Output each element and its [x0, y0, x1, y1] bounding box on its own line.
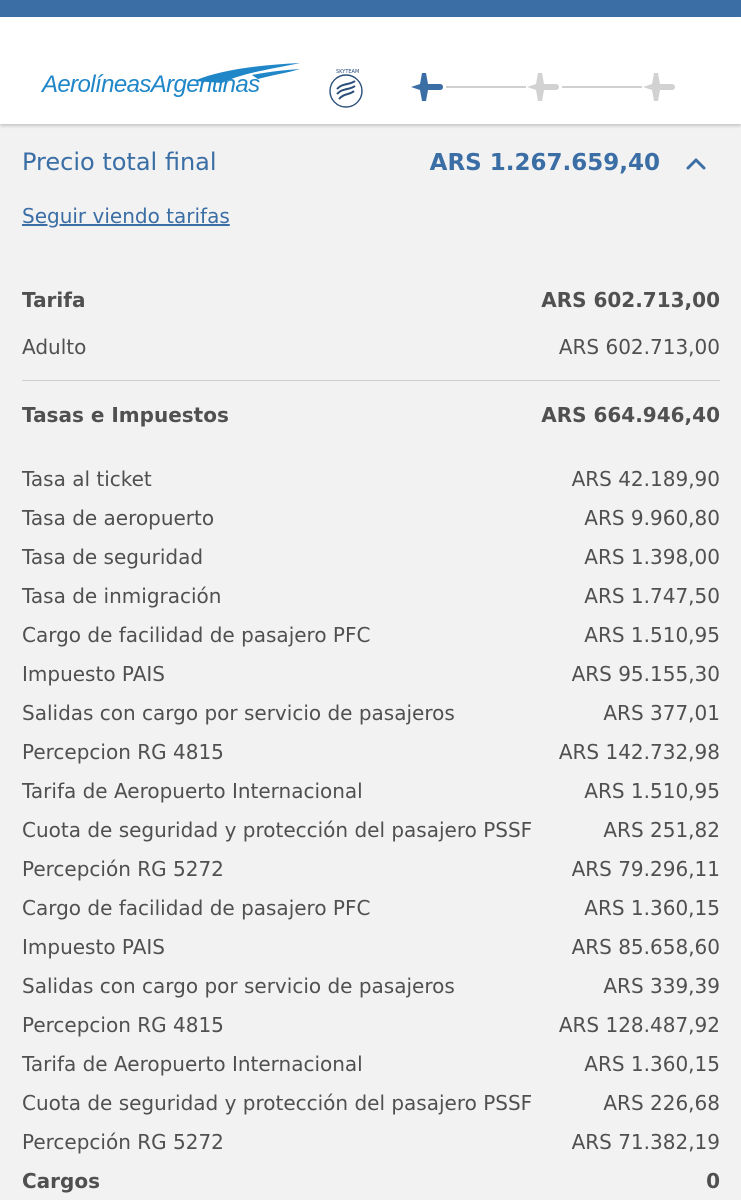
list-item	[22, 459, 720, 498]
list-item	[22, 537, 720, 576]
tax-amount: ARS 9.960,80	[584, 505, 720, 530]
taxes-title: Tasas e Impuestos	[22, 403, 229, 427]
tax-amount: ARS 1.360,15	[584, 895, 720, 920]
progress-line	[446, 86, 526, 88]
fare-title-amount: ARS 602.713,00	[541, 288, 720, 312]
tax-label: Tarifa de Aeropuerto Internacional	[22, 778, 363, 803]
tax-label: Percepcion RG 4815	[22, 739, 224, 764]
tax-label: Cuota de seguridad y protección del pasajero PSSF	[22, 817, 533, 842]
tax-label: Cuota de seguridad y protección del pasajero PSSF	[22, 1090, 533, 1115]
tax-amount: ARS 1.510,95	[584, 778, 720, 803]
list-item	[22, 1044, 720, 1083]
total-price-amount: ARS 1.267.659,40	[429, 150, 660, 176]
progress-line	[562, 86, 642, 88]
list-item	[22, 888, 720, 927]
list-item	[22, 732, 720, 771]
tax-label: Cargo de facilidad de pasajero PFC	[22, 622, 371, 647]
tax-list	[22, 459, 720, 1200]
divider	[22, 380, 720, 381]
list-item	[22, 771, 720, 810]
plane-icon	[640, 69, 678, 105]
tax-amount: ARS 95.155,30	[571, 661, 720, 686]
tax-amount: ARS 85.658,60	[571, 934, 720, 959]
tax-label: Tasa de seguridad	[22, 544, 204, 569]
tax-amount: ARS 339,39	[603, 973, 720, 998]
list-item	[22, 966, 720, 1005]
tax-amount: ARS 42.189,90	[571, 466, 720, 491]
tax-label: Impuesto PAIS	[22, 934, 165, 959]
plane-icon	[524, 69, 562, 105]
tax-amount: ARS 79.296,11	[571, 856, 720, 881]
list-item	[22, 810, 720, 849]
tax-amount: ARS 1.360,15	[584, 1051, 720, 1076]
tax-label: Salidas con cargo por servicio de pasajeros	[22, 973, 455, 998]
top-status-bar	[0, 0, 741, 17]
tax-label: Impuesto PAIS	[22, 661, 165, 686]
fare-row	[22, 281, 720, 319]
tax-label: Percepción RG 5272	[22, 856, 224, 881]
tax-label: Tasa de aeropuerto	[22, 505, 215, 530]
adult-row	[22, 327, 720, 367]
tax-amount: ARS 1.398,00	[584, 544, 720, 569]
list-item	[22, 654, 720, 693]
charges-title: Cargos	[22, 1168, 100, 1193]
list-item	[22, 1122, 720, 1161]
booking-progress	[406, 67, 681, 107]
plane-icon	[408, 69, 446, 105]
taxes-title-amount: ARS 664.946,40	[541, 403, 720, 427]
tax-label: Tasa al ticket	[22, 466, 152, 491]
tax-label: Percepción RG 5272	[22, 1129, 224, 1154]
tax-amount: ARS 251,82	[603, 817, 720, 842]
adult-amount: ARS 602.713,00	[558, 335, 720, 359]
tax-amount: ARS 1.747,50	[584, 583, 720, 608]
skyteam-label: SKYTEAM	[336, 69, 360, 75]
price-breakdown	[0, 124, 741, 1200]
charges-amount: 0	[706, 1168, 720, 1193]
adult-label: Adulto	[22, 335, 87, 359]
app-header	[0, 17, 741, 124]
tax-amount: ARS 128.487,92	[558, 1012, 720, 1037]
tax-amount: ARS 1.510,95	[584, 622, 720, 647]
list-item	[22, 1083, 720, 1122]
fare-title: Tarifa	[22, 288, 86, 312]
tax-amount: ARS 226,68	[603, 1090, 720, 1115]
list-item	[22, 693, 720, 732]
chevron-up-icon[interactable]	[684, 152, 708, 176]
tax-label: Cargo de facilidad de pasajero PFC	[22, 895, 371, 920]
charges-row	[22, 1161, 720, 1200]
list-item	[22, 849, 720, 888]
see-more-fares-link[interactable]: Seguir viendo tarifas	[22, 204, 230, 228]
total-price-row[interactable]	[22, 124, 720, 204]
total-price-label: Precio total final	[22, 148, 217, 176]
list-item	[22, 927, 720, 966]
tax-label: Tarifa de Aeropuerto Internacional	[22, 1051, 363, 1076]
list-item	[22, 615, 720, 654]
tax-label: Tasa de inmigración	[22, 583, 222, 608]
list-item	[22, 1005, 720, 1044]
list-item	[22, 498, 720, 537]
tax-label: Salidas con cargo por servicio de pasajeros	[22, 700, 455, 725]
tax-amount: ARS 142.732,98	[558, 739, 720, 764]
tax-amount: ARS 377,01	[603, 700, 720, 725]
skyteam-logo-icon	[322, 65, 370, 113]
taxes-title-row	[22, 395, 720, 435]
logo-text: AerolíneasArgentinas	[42, 71, 260, 98]
tax-label: Percepcion RG 4815	[22, 1012, 224, 1037]
tax-amount: ARS 71.382,19	[571, 1129, 720, 1154]
list-item	[22, 576, 720, 615]
aerolineas-argentinas-logo[interactable]	[42, 61, 302, 111]
